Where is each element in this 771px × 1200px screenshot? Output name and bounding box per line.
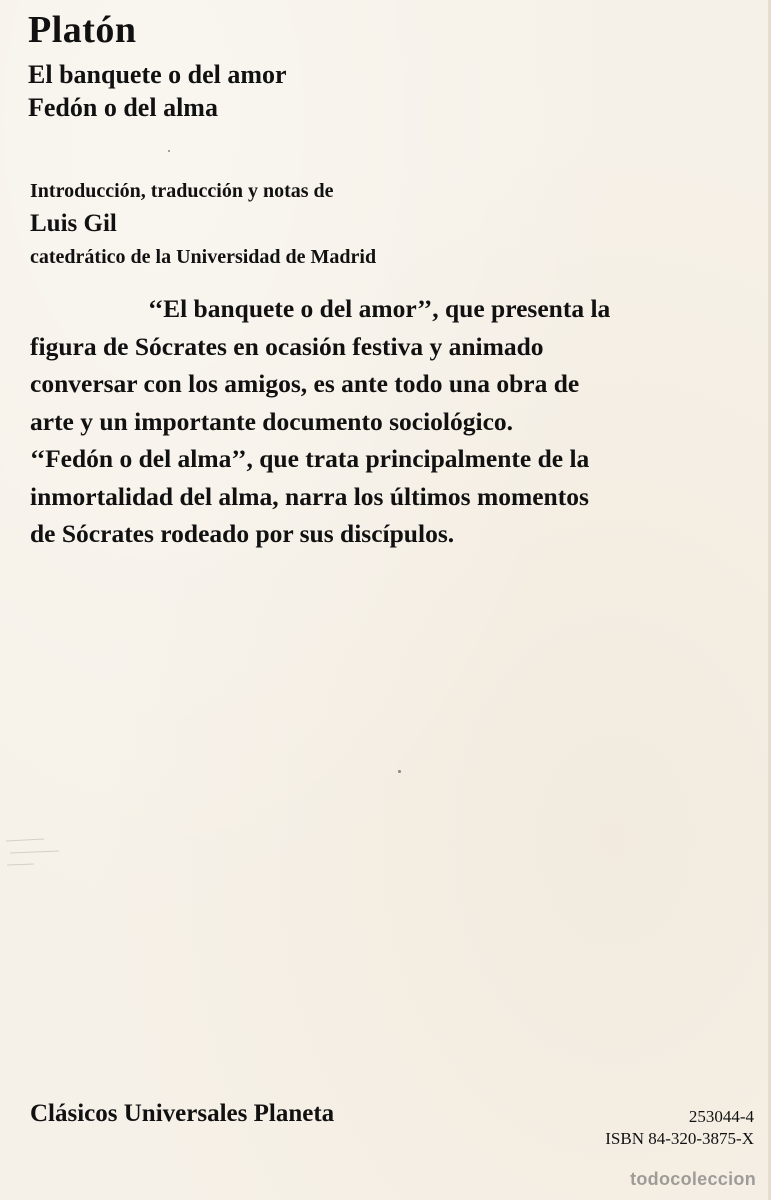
description-line: de Sócrates rodeado por sus discípulos. — [30, 519, 455, 548]
watermark-text: todocoleccion — [630, 1169, 756, 1189]
paper-speck — [168, 150, 170, 152]
description-line: arte y un importante documento sociológico. — [30, 406, 514, 436]
description-line: figura de Sócrates en ocasión festiva y animado — [30, 331, 544, 361]
book-title-1: El banquete o del amor — [28, 60, 287, 89]
author-name: Platón — [28, 9, 137, 51]
book-title-2: Fedón o del alma — [28, 93, 218, 122]
credits-intro-label: Introducción, traducción y notas de — [30, 180, 334, 202]
description-line: conversar con los amigos, es ante todo una obra de — [30, 369, 580, 398]
series-name: Clásicos Universales Planeta — [30, 1100, 335, 1127]
description-line: ‘‘Fedón o del alma’’, que trata principalmente de la — [30, 444, 590, 473]
description-line: ‘‘El banquete o del amor’’, que presenta la — [148, 294, 611, 323]
description-line: inmortalidad del alma, narra los últimos momentos — [30, 481, 589, 511]
translator-name: Luis Gil — [30, 210, 117, 237]
description-paragraph — [30, 290, 710, 553]
translator-affiliation: catedrático de la Universidad de Madrid — [30, 246, 377, 268]
isbn-number: ISBN 84-320-3875-X — [605, 1129, 754, 1148]
product-code: 253044-4 — [688, 1107, 754, 1126]
paper-speck — [398, 770, 401, 773]
paper-scratch-mark — [4, 835, 74, 875]
